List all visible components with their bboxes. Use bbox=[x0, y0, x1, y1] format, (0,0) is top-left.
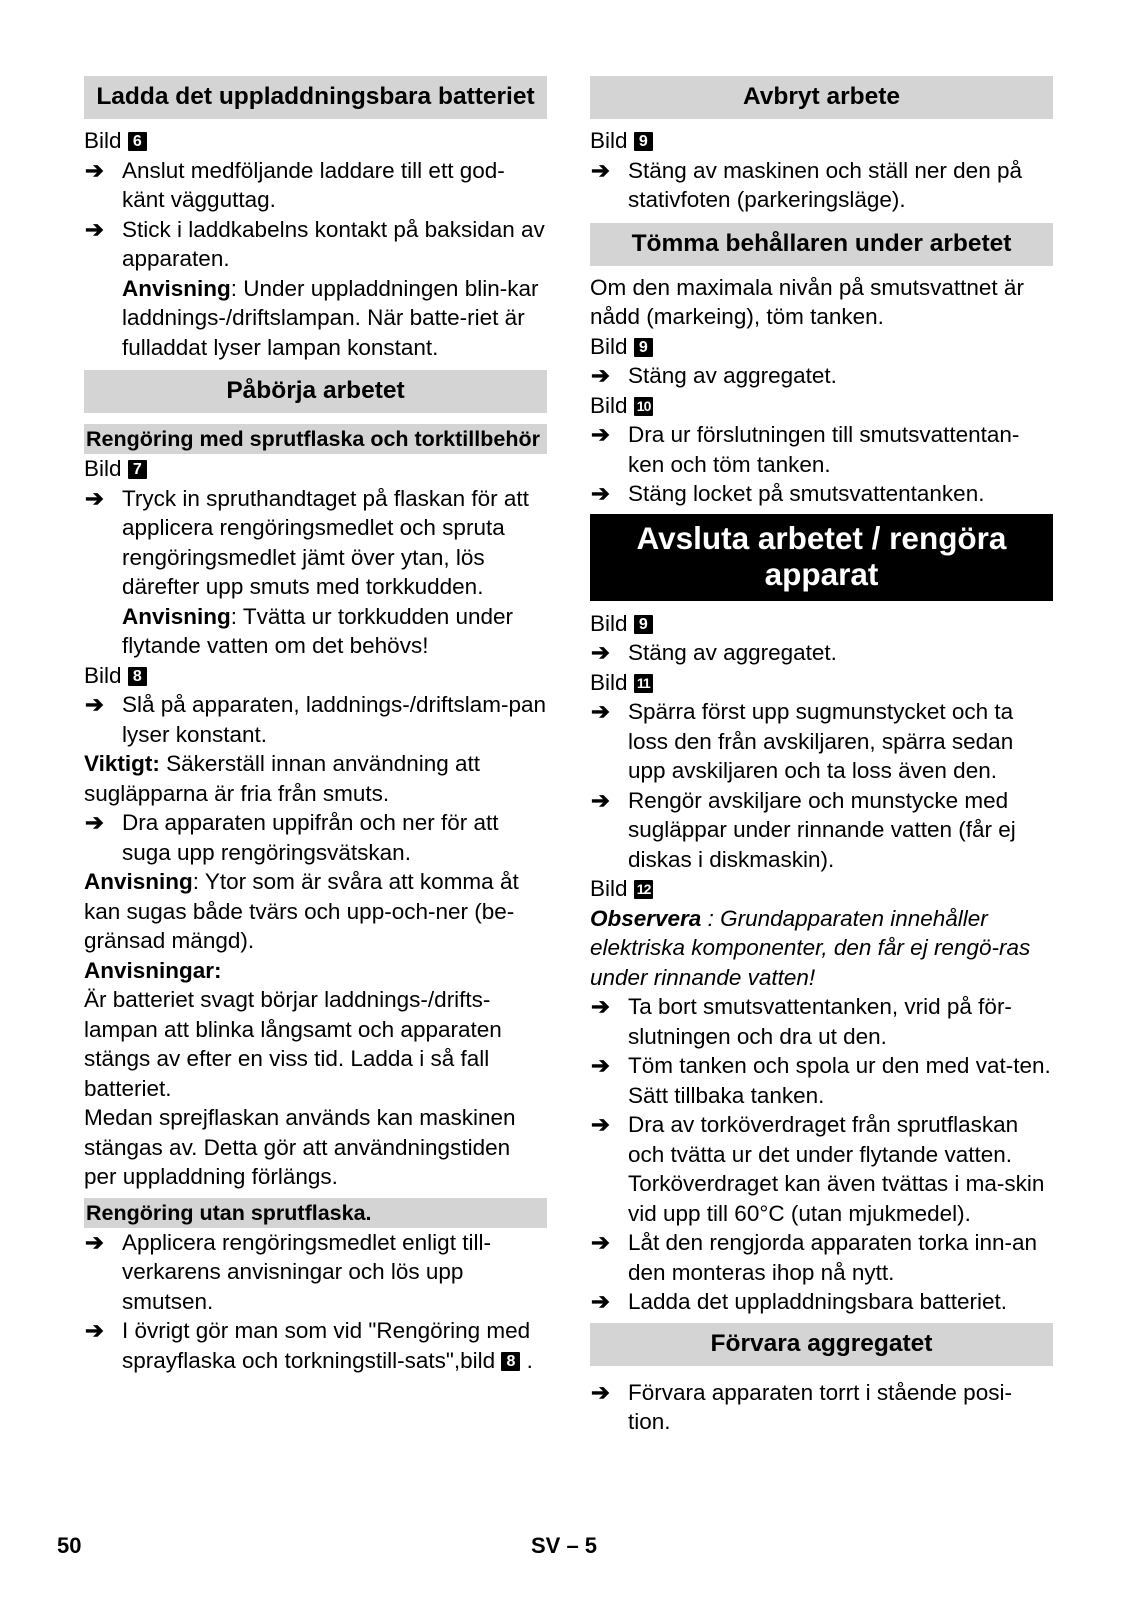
figure-number-badge: 8 bbox=[501, 1352, 520, 1371]
step-text: Stäng av maskinen och ställ ner den på stativfoten (parkeringsläge). bbox=[628, 157, 1022, 212]
instruction-step bbox=[590, 361, 1053, 391]
step-text: Stäng locket på smutsvattentanken. bbox=[628, 481, 985, 506]
figure-number-badge: 7 bbox=[128, 460, 147, 479]
page-number: 50 bbox=[57, 1533, 82, 1558]
instruction-step bbox=[84, 215, 547, 274]
figure-number-badge: 9 bbox=[634, 132, 653, 151]
figure-number-badge: 9 bbox=[634, 338, 653, 357]
arrow-icon: ➔ bbox=[591, 640, 610, 665]
section-heading-interrupt-work: Avbryt arbete bbox=[590, 76, 1053, 119]
step-text: Rengör avskiljare och munstycke med sugläppar under rinnande vatten (får ej diskas i diskmaskin). bbox=[628, 787, 1016, 872]
arrow-icon: ➔ bbox=[85, 810, 104, 835]
observe-text: : Grundapparaten innehåller elektriska komponenter, den får ej rengö-ras under rinnande vatten! bbox=[590, 905, 1031, 990]
arrow-icon: ➔ bbox=[591, 1289, 610, 1314]
step-text: Dra apparaten uppifrån och ner för att suga upp rengöringsvätskan. bbox=[122, 810, 499, 865]
arrow-icon: ➔ bbox=[591, 157, 610, 183]
figure-ref bbox=[590, 332, 1053, 362]
section-heading-start-work: Påbörja arbetet bbox=[84, 370, 547, 413]
note-label: Anvisning bbox=[122, 275, 231, 301]
instruction-step bbox=[590, 638, 1053, 668]
main-heading-finish-work: Avsluta arbetet / rengöra apparat bbox=[590, 514, 1053, 601]
note bbox=[84, 274, 547, 363]
instruction-step bbox=[84, 156, 547, 215]
note bbox=[84, 867, 547, 956]
instruction-step bbox=[84, 1228, 547, 1317]
figure-ref bbox=[84, 126, 547, 156]
section-heading-empty-container: Tömma behållaren under arbetet bbox=[590, 223, 1053, 266]
arrow-icon: ➔ bbox=[591, 422, 610, 447]
important-text: Säkerställ innan användning att sugläpparna är fria från smuts. bbox=[84, 751, 481, 806]
instruction-step bbox=[84, 484, 547, 602]
section-heading-charge-battery: Ladda det uppladdningsbara batteriet bbox=[84, 76, 547, 119]
section-heading-storage: Förvara aggregatet bbox=[590, 1323, 1053, 1366]
arrow-icon: ➔ bbox=[85, 1229, 104, 1255]
instruction-step: ➔ I övrigt gör man som vid "Rengöring med sprayflaska och torkningstill-sats",bild 8 . bbox=[85, 1318, 533, 1373]
instruction-step bbox=[590, 992, 1053, 1051]
arrow-icon: ➔ bbox=[85, 157, 104, 183]
arrow-icon: ➔ bbox=[591, 1112, 610, 1137]
note-text: : Tvätta ur torkkudden under flytande vatten om det behövs! bbox=[122, 603, 514, 658]
subsection-heading-without-spray-bottle: Rengöring utan sprutflaska. bbox=[84, 1198, 547, 1228]
arrow-icon: ➔ bbox=[85, 692, 104, 717]
figure-ref bbox=[590, 668, 1053, 698]
figure-label: Bild bbox=[590, 333, 628, 359]
figure-number-badge: 6 bbox=[128, 132, 147, 151]
arrow-icon: ➔ bbox=[85, 216, 104, 242]
arrow-icon: ➔ bbox=[591, 1379, 610, 1405]
figure-ref bbox=[590, 874, 1053, 904]
figure-ref bbox=[84, 454, 547, 484]
figure-label: Bild bbox=[590, 128, 628, 153]
instruction-step bbox=[590, 156, 1053, 215]
observe-label: Observera bbox=[590, 905, 702, 931]
instruction-step bbox=[590, 1110, 1053, 1228]
step-text: Anslut medföljande laddare till ett god-känt vägguttag. bbox=[122, 157, 505, 212]
step-text: I övrigt gör man som vid "Rengöring med sprayflaska och torkningstill-sats",bild bbox=[122, 1318, 531, 1373]
figure-ref bbox=[590, 391, 1053, 421]
note-label: Anvisning bbox=[122, 603, 231, 629]
notes-heading: Anvisningar: bbox=[84, 957, 222, 983]
figure-label: Bild bbox=[590, 669, 628, 695]
step-text: Stäng av aggregatet. bbox=[628, 363, 837, 388]
figure-number-badge: 10 bbox=[634, 397, 654, 416]
important-label: Viktigt: bbox=[84, 751, 160, 776]
figure-number-badge: 9 bbox=[634, 615, 653, 634]
observe-warning bbox=[590, 904, 1053, 993]
step-text: Ladda det uppladdningsbara batteriet. bbox=[628, 1289, 1008, 1314]
step-text: Applicera rengöringsmedlet enligt till-verkarens anvisningar och lös upp smutsen. bbox=[122, 1229, 491, 1314]
notes-paragraph: Medan sprejflaskan används kan maskinen stängas av. Detta gör att användningstiden per uppladdning förlängs. bbox=[84, 1105, 516, 1189]
step-text: Stäng av aggregatet. bbox=[628, 640, 837, 665]
note-text: : Under uppladdningen blin-kar laddnings-/driftslampan. När batte-riet är fulladdat lyser lampan konstant. bbox=[122, 275, 539, 360]
arrow-icon: ➔ bbox=[591, 699, 610, 724]
step-text: Ta bort smutsvattentanken, vrid på för-slutningen och dra ut den. bbox=[628, 994, 1012, 1049]
arrow-icon: ➔ bbox=[591, 363, 610, 388]
step-text: Låt den rengjorda apparaten torka inn-an den monteras ihop nå nytt. bbox=[628, 1230, 1038, 1285]
figure-label: Bild bbox=[590, 876, 628, 901]
arrow-icon: ➔ bbox=[591, 994, 610, 1019]
notes-paragraph: Är batteriet svagt börjar laddnings-/drifts-lampan att blinka långsamt och apparaten stängs av efter en viss tid. Ladda i så fall batteriet. bbox=[84, 987, 502, 1101]
figure-label: Bild bbox=[84, 662, 122, 688]
instruction-step bbox=[590, 786, 1053, 875]
figure-number-badge: 12 bbox=[634, 880, 654, 899]
instruction-step bbox=[590, 420, 1053, 479]
arrow-icon: ➔ bbox=[85, 1318, 104, 1343]
figure-number-badge: 8 bbox=[128, 667, 147, 686]
step-text: Dra ur förslutningen till smutsvattentan-ken och töm tanken. bbox=[628, 422, 1020, 477]
intro-paragraph: Om den maximala nivån på smutsvattnet är nådd (markeing), töm tanken. bbox=[590, 274, 1024, 329]
instruction-step bbox=[84, 690, 547, 749]
figure-label: Bild bbox=[590, 392, 628, 418]
step-text: Stick i laddkabelns kontakt på baksidan av apparaten. bbox=[122, 216, 545, 271]
subsection-heading-spray-bottle: Rengöring med sprutflaska och torktillbehör bbox=[84, 424, 547, 454]
figure-ref bbox=[590, 126, 1053, 156]
note-text: : Ytor som är svåra att komma åt kan sugas både tvärs och upp-och-ner (be-gränsad mängd). bbox=[84, 869, 519, 953]
step-text: Spärra först upp sugmunstycket och ta loss den från avskiljaren, spärra sedan upp avskiljaren och ta loss även den. bbox=[628, 699, 1014, 783]
step-text: Dra av torköverdraget från sprutflaskan och tvätta ur det under flytande vatten. Torköverdraget kan även tvättas i ma-skin vid upp till 60°C (utan mjukmedel). bbox=[628, 1112, 1045, 1226]
figure-label: Bild bbox=[590, 610, 628, 636]
arrow-icon: ➔ bbox=[591, 787, 610, 813]
left-column bbox=[84, 76, 547, 1375]
figure-number-badge: 11 bbox=[634, 674, 653, 693]
step-text: Slå på apparaten, laddnings-/driftslam-pan lyser konstant. bbox=[122, 692, 547, 747]
instruction-step bbox=[590, 1287, 1053, 1317]
instruction-step bbox=[590, 1228, 1053, 1287]
arrow-icon: ➔ bbox=[85, 485, 104, 511]
instruction-step bbox=[590, 1051, 1053, 1110]
figure-label: Bild bbox=[84, 456, 122, 481]
step-text: Tryck in spruthandtaget på flaskan för att applicera rengöringsmedlet och spruta rengöringsmedlet jämt över ytan, lös därefter upp smuts med torkkudden. bbox=[122, 485, 529, 599]
step-text: Förvara apparaten torrt i stående posi-tion. bbox=[628, 1379, 1012, 1434]
section-page-label: SV – 5 bbox=[531, 1533, 598, 1558]
instruction-step bbox=[590, 1378, 1053, 1437]
instruction-step bbox=[590, 697, 1053, 786]
right-column bbox=[590, 76, 1053, 1437]
step-text: Töm tanken och spola ur den med vat-ten. Sätt tillbaka tanken. bbox=[628, 1053, 1051, 1108]
figure-label: Bild bbox=[84, 128, 122, 153]
arrow-icon: ➔ bbox=[591, 1230, 610, 1255]
arrow-icon: ➔ bbox=[591, 481, 610, 506]
note bbox=[84, 602, 547, 661]
note-label: Anvisning bbox=[84, 869, 193, 894]
figure-ref bbox=[84, 661, 547, 691]
figure-ref bbox=[590, 609, 1053, 639]
instruction-step bbox=[84, 808, 547, 867]
arrow-icon: ➔ bbox=[591, 1053, 610, 1078]
important-notice bbox=[84, 749, 547, 808]
instruction-step bbox=[590, 479, 1053, 509]
